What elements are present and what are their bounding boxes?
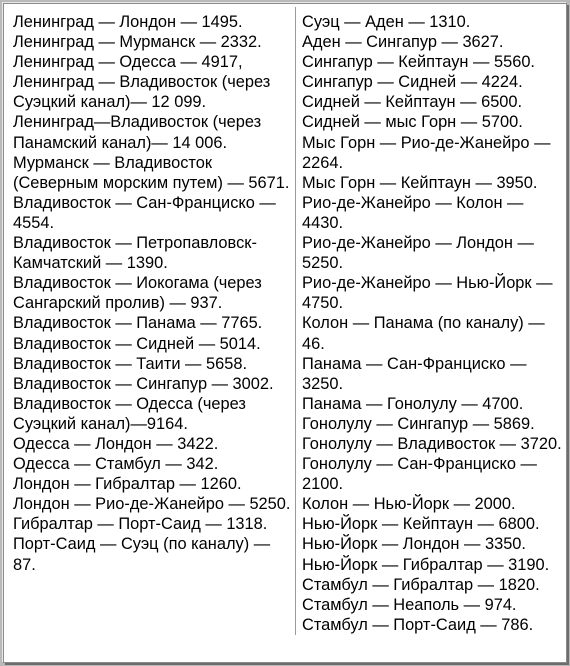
document-frame [3,3,567,663]
route-entry: Ленинград — Лондон — 1495. [13,13,243,31]
route-entry: Владивосток — Сингапур — 3002. [13,374,274,393]
route-entry: Колон — Нью-Йорк — 2000. [302,495,516,514]
route-entry: Ленинград — Владивосток (через Суэцкий канал)— 12 099. [13,73,271,112]
route-entry: Лондон — Рио-де-Жанейро — 5250. [13,495,291,514]
route-entry: Колон — Панама (по каналу) — 46. [302,314,545,353]
route-entry: Нью-Йорк — Лондон — 3350. [302,535,526,554]
route-entry: Гонолулу — Сан-Франциско — 2100. [302,455,537,494]
route-entry: Порт-Саид — Суэц (по каналу) — 87. [13,535,271,574]
route-entry: Владивосток — Сан-Франциско — 4554. [13,193,276,232]
route-entry: Панама — Сан-Франциско — 3250. [302,354,527,393]
route-entry: Нью-Йорк — Гибралтар — 3190. [302,555,550,574]
route-entry: Ленинград — Одесса — 4917, [13,53,243,72]
route-entry: Стамбул — Порт-Саид — 786. [302,615,534,634]
route-entry: Гонолулу — Сингапур — 5869. [302,414,535,433]
route-entry: Владивосток — Панама — 7765. [13,314,263,333]
route-entry: Аден — Сингапур — 3627. [302,33,504,52]
route-entry: Владивосток — Петропавловск-Камчатский — 1390. [13,234,257,273]
route-entry: Стамбул — Неаполь — 974. [302,595,517,614]
route-entry: Гонолулу — Владивосток — 3720. [302,434,562,453]
route-entry: Сингапур — Кейптаун — 5560. [302,53,535,72]
route-entry: Сидней — Кейптаун — 6500. [302,93,523,112]
right-column [296,7,564,635]
routes-table-row [7,7,563,635]
route-entry: Мурманск — Владивосток (Северным морским путем) — 5671. [13,153,290,192]
route-entry: Ленинград — Мурманск — 2332. [13,33,262,52]
route-entry: Рио-де-Жанейро — Лондон — 5250. [302,234,534,273]
route-entry: Нью-Йорк — Кейптаун — 6800. [302,515,540,534]
route-entry: Стамбул — Гибралтар — 1820. [302,575,540,594]
route-entry: Ленинград—Владивосток (через Панамский канал)— 14 006. [13,113,262,152]
route-entry: Владивосток — Одесса (через Суэцкий канал)—9164. [13,394,246,433]
route-entry: Сидней — мыс Горн — 5700. [302,113,523,132]
route-entry: Суэц — Аден — 1310. [302,13,471,31]
route-entry: Владивосток — Иокогама (через Сангарский пролив) — 937. [13,274,262,313]
left-column [7,7,296,635]
route-entry: Лондон — Гибралтар — 1260. [13,475,242,494]
route-entry: Рио-де-Жанейро — Колон — 4430. [302,193,524,232]
route-entry: Гибралтар — Порт-Саид — 1318. [13,515,268,534]
route-entry: Панама — Гонолулу — 4700. [302,394,524,413]
route-entry: Владивосток — Таити — 5658. [13,354,247,373]
route-entry: Сингапур — Сидней — 4224. [302,73,523,92]
route-entry: Мыс Горн — Рио-де-Жанейро — 2264. [302,133,551,172]
routes-table [7,7,563,635]
route-entry: Мыс Горн — Кейптаун — 3950. [302,173,538,192]
route-entry: Рио-де-Жанейро — Нью-Йорк — 4750. [302,274,553,313]
route-entry: Владивосток — Сидней — 5014. [13,334,261,353]
route-entry: Одесса — Стамбул — 342. [13,455,219,474]
route-entry: Одесса — Лондон — 3422. [13,434,219,453]
